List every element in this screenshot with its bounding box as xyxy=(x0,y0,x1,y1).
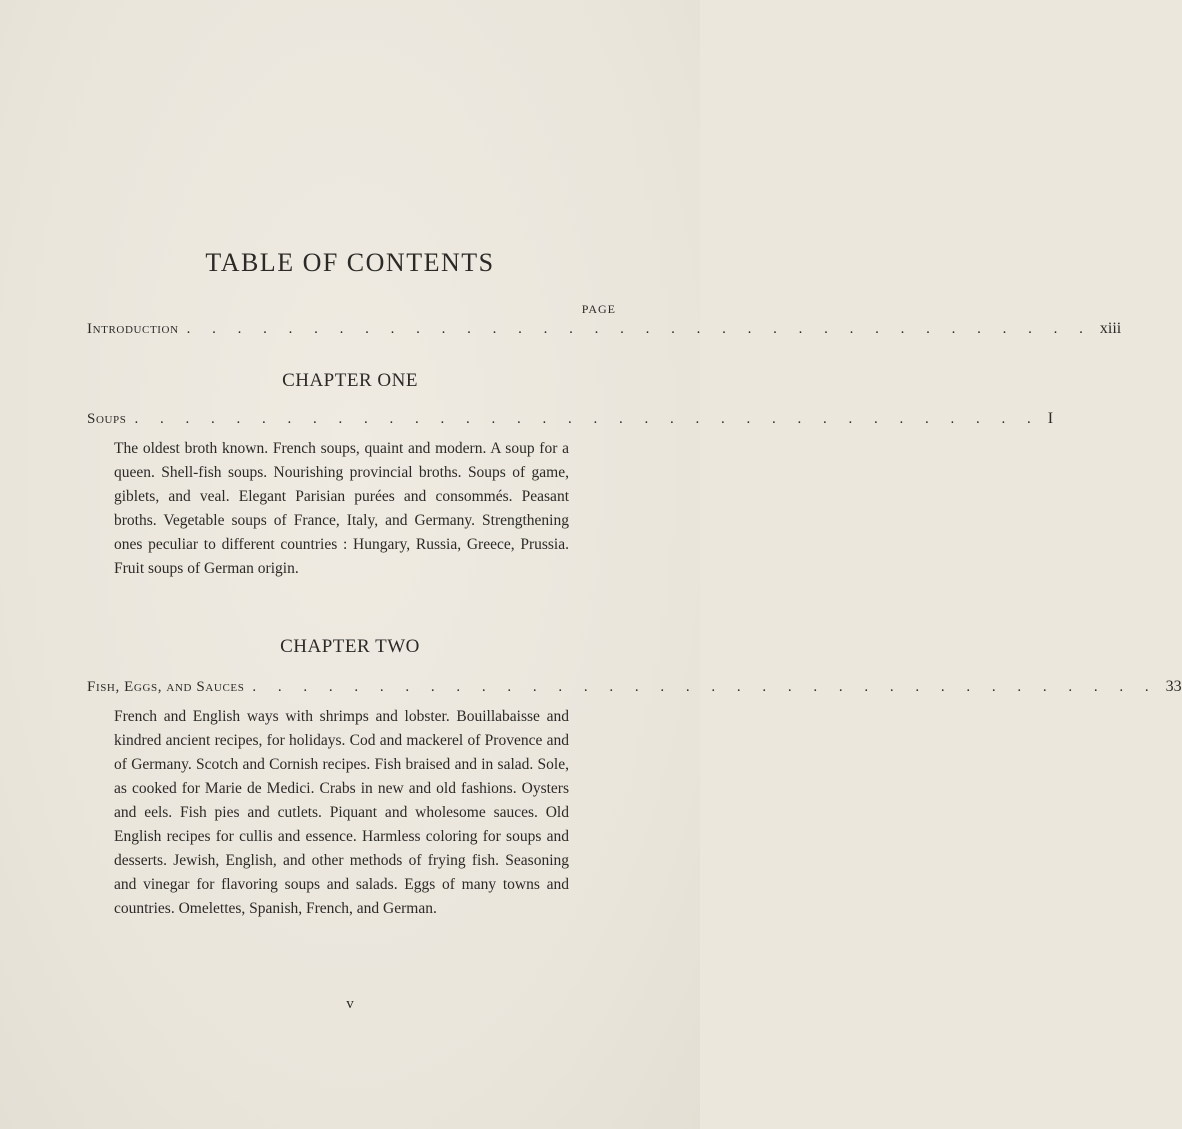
toc-entry-label: Soups xyxy=(87,411,127,427)
dot-leader: . . . . . . . . . . . . . . . . . . . . . . . . . . . . . . . . . . . . xyxy=(134,411,1040,427)
chapter-heading: CHAPTER ONE xyxy=(282,370,418,391)
toc-entry-introduction[interactable] xyxy=(87,320,1122,342)
toc-entry-label: Fish, Eggs, and Sauces xyxy=(87,679,245,695)
toc-entry-page: 33 xyxy=(1165,678,1182,695)
dot-leader: . . . . . . . . . . . . . . . . . . . . . . . . . . . . . . . . . . . . xyxy=(252,679,1158,695)
toc-entry-soups[interactable] xyxy=(87,410,1054,432)
toc-entry-fish-eggs-sauces[interactable] xyxy=(87,678,1182,700)
page-column-label: PAGE xyxy=(581,302,616,316)
dot-leader: . . . . . . . . . . . . . . . . . . . . . . . . . . . . . . . . . . . . xyxy=(186,321,1092,337)
toc-entry-label: Introduction xyxy=(87,321,179,337)
page-number: v xyxy=(346,996,354,1012)
chapter-summary: French and English ways with shrimps and lobster. Bouillabaisse and kindred ancient recipes, for holidays. Cod and mackerel of Provence and of Germany. Scotch and Cornish recipes. Fish braised and in salad. Sole, as cooked for Marie de Medici. Crabs in new and old fashions. Oysters and eels. Fish pies and cutlets. Piquant and wholesome sauces. Old English recipes for cullis and essence. Harmless coloring for soups and desserts. Jewish, English, and other methods of frying fish. Seasoning and vinegar for flavoring soups and salads. Eggs of many towns and countries. Omelettes, Spanish, French, and German. xyxy=(114,708,569,917)
chapter-heading: CHAPTER TWO xyxy=(280,636,420,657)
toc-entry-page: I xyxy=(1047,410,1054,427)
page-title: TABLE OF CONTENTS xyxy=(205,248,495,277)
chapter-summary: The oldest broth known. French soups, quaint and modern. A soup for a queen. Shell-fish soups. Nourishing provincial broths. Soups of game, giblets, and veal. Elegant Parisian purées and consommés. Peasant broths. Vegetable soups of France, Italy, and Germany. Strengthening ones peculiar to different countries : Hungary, Russia, Greece, Prussia. Fruit soups of German origin. xyxy=(114,440,569,577)
toc-entry-page: xiii xyxy=(1099,320,1122,337)
